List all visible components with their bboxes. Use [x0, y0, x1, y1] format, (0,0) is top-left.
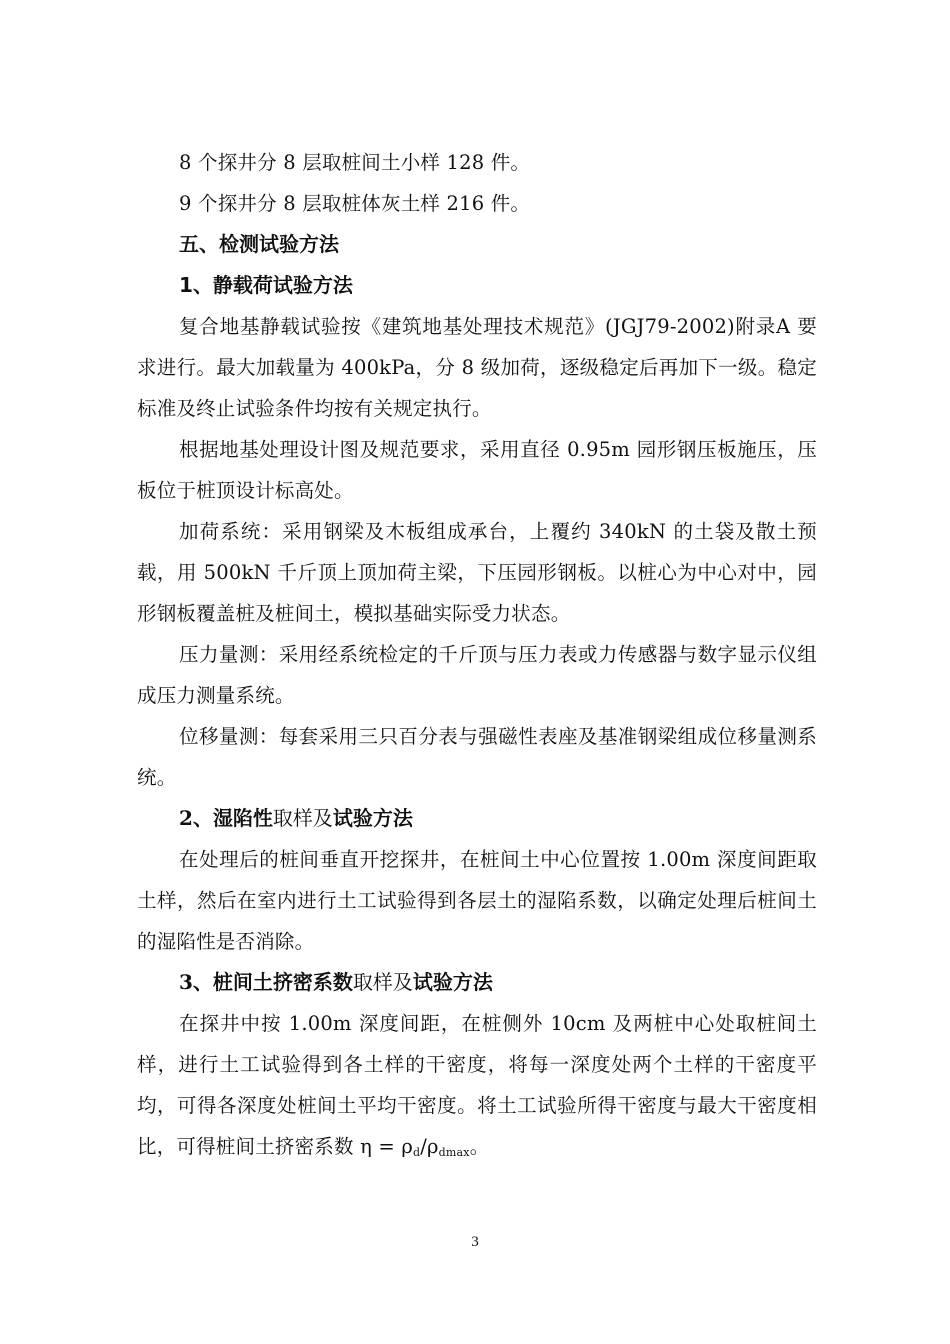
page-number: 3 — [471, 1234, 479, 1250]
heading-part-light: 取样及 — [272, 806, 333, 830]
paragraph-sample-count-2: 9 个探井分 8 层取桩体灰土样 216 件。 — [179, 192, 531, 215]
page-content — [137, 142, 817, 1173]
subsection-heading-static-load: 1、静载荷试验方法 — [179, 273, 353, 297]
heading-part-bold-2: 试验方法 — [412, 970, 493, 994]
paragraph-text-slash: /ρ — [420, 1135, 439, 1158]
paragraph-pressure-plate: 根据地基处理设计图及规范要求，采用直径 0.95m 园形钢压板施压，压板位于桩顶设计标高处。 — [137, 438, 817, 502]
paragraph-static-load-standard: 复合地基静载试验按《建筑地基处理技术规范》(JGJ79-2002)附录A 要求进行。最大加载量为 400kPa，分 8 级加荷，逐级稳定后再加下一级。稳定标准及终止试验条件均按有关规定执行。 — [137, 315, 817, 420]
heading-part-light: 取样及 — [352, 970, 413, 994]
subscript-dmax: dmax — [438, 1146, 470, 1159]
paragraph-loading-system: 加荷系统：采用钢梁及木板组成承台，上覆约 340kN 的土袋及散土预载，用 500kN 千斤顶上顶加荷主梁，下压园形钢板。以桩心为中心对中，园形钢板覆盖桩及桩间土，模拟基础实际受力状态。 — [137, 520, 817, 625]
heading-part-bold: 桩间土挤密系数 — [212, 970, 353, 994]
subsection-heading-compaction — [137, 962, 817, 1003]
paragraph-pressure-measurement: 压力量测：采用经系统检定的千斤顶与压力表或力传感器与数字显示仪组成压力测量系统。 — [137, 643, 817, 707]
heading-part-bold: 湿陷性 — [212, 806, 273, 830]
paragraph-collapsibility-method: 在处理后的桩间垂直开挖探井，在桩间土中心位置按 1.00m 深度间距取土样，然后在室内进行土工试验得到各层土的湿陷系数，以确定处理后桩间土的湿陷性是否消除。 — [137, 848, 817, 953]
subscript-d: d — [412, 1146, 421, 1159]
paragraph-text: 在探井中按 1.00m 深度间距，在桩侧外 10cm 及两桩中心处取桩间土样，进行土工试验得到各土样的干密度，将每一深度处两个土样的干密度平均，可得各深度处桩间土平均干密度。将土工试验所得干密度与最大干密度相比，可得桩间土挤密系数 η = ρ — [137, 1012, 817, 1158]
paragraph-displacement-measurement: 位移量测：每套采用三只百分表与强磁性表座及基准钢梁组成位移量测系统。 — [137, 725, 817, 789]
section-heading-test-methods: 五、检测试验方法 — [179, 232, 339, 256]
heading-part-bold-2: 试验方法 — [332, 806, 413, 830]
paragraph-compaction-method — [137, 1003, 817, 1173]
paragraph-sample-count-1: 8 个探井分 8 层取桩间土小样 128 件。 — [179, 151, 531, 174]
heading-number: 3、 — [179, 970, 213, 994]
heading-number: 2、 — [179, 806, 213, 830]
subsection-heading-collapsibility — [137, 798, 817, 839]
paragraph-end: 。 — [469, 1135, 490, 1158]
